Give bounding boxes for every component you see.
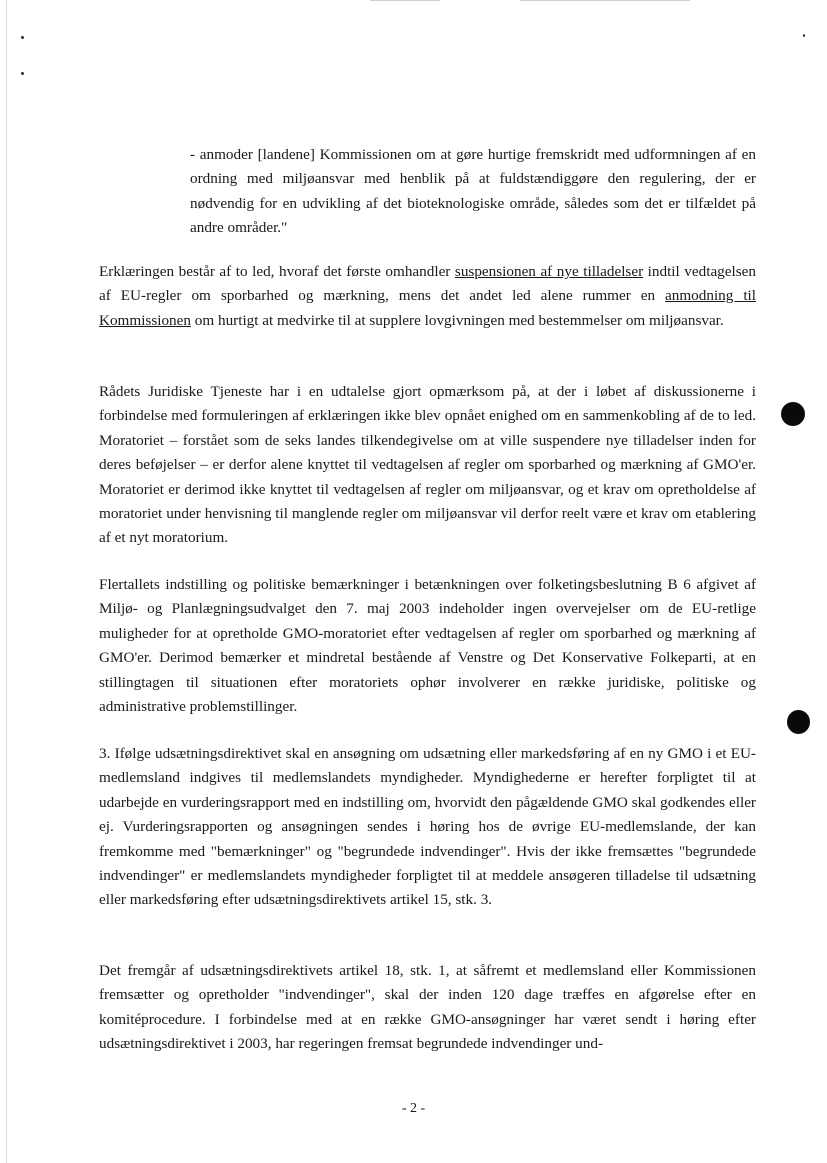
paragraph-flertallets: Flertallets indstilling og politiske bemærkninger i betænkningen over folketingsbeslutning B 6 afgivet af Miljø- og Planlægningsudvalget den 7. maj 2003 indeholder ingen overvejelser om de EU-retlige muligheder for at opretholde GMO-moratoriet efter vedtagelsen af regler om sporbarhed og mærkning af GMO'er. Derimod bemærker et mindretal bestående af Venstre og Det Konservative Folkeparti, at en stillingtagen til situationen efter moratoriets ophør involverer en række juridiske, politiske og administrative problemstillinger.	[99, 576, 756, 716]
punch-hole	[781, 402, 805, 426]
underlined-text: anmodning til Kommissionen	[99, 287, 756, 329]
text-run: Erklæringen består af to led, hvoraf det første omhandler	[99, 263, 455, 280]
paragraph-raadets: Rådets Juridiske Tjeneste har i en udtalelse gjort opmærksom på, at der i løbet af diskussionerne i forbindelse med formuleringen af erklæringen ikke blev opnået enighed om en sammenkobling af de to led. Moratoriet – forstået som de seks landes tilkendegivelse om at ville suspendere nye tilladelser inden for deres beføjelser – er derfor alene knyttet til vedtagelsen af regler om sporbarhed og mærkning af GMO'er. Moratoriet er derimod ikke knyttet til vedtagelsen af regler om miljøansvar, og et krav om opretholdelse af moratoriet under henvisning til manglende regler om miljøansvar vil derfor reelt være et krav om etablering af et nyt moratorium.	[99, 383, 756, 547]
paragraph-det-fremgaar: Det fremgår af udsætningsdirektivets artikel 18, stk. 1, at såfremt et medlemsland eller Kommissionen fremsætter og opretholder "indvendinger", skal der inden 120 dage træffes en afgørelse efter en komitéprocedure. I forbindelse med at en række GMO-ansøgninger har været sendt i høring efter udsætningsdirektivet i 2003, har regeringen fremsat begrundede indvendinger und-	[99, 962, 756, 1053]
scan-edge-line	[6, 0, 7, 1163]
quote-paragraph: - anmoder [landene] Kommissionen om at gøre hurtige fremskridt med udformningen af en ordning med miljøansvar med henblik på at fuldstændiggøre den regulering, der er nødvendig for en udvikling af det bioteknologiske område, således som det er tilfældet på andre områder."	[190, 146, 756, 237]
scan-top-mark	[520, 0, 690, 1]
text-run: om hurtigt at medvirke til at supplere lovgivningen med bestemmelser om miljøansvar.	[190, 311, 724, 329]
paragraph-erklaeringen	[99, 260, 756, 333]
scan-speck	[21, 36, 24, 39]
scan-speck	[803, 34, 805, 37]
paragraph-section-3: 3. Ifølge udsætningsdirektivet skal en ansøgning om udsætning eller markedsføring af en ny GMO i et EU-medlemsland indgives til medlemslandets myndigheder. Myndighederne er herefter forpligtet til at udarbejde en vurderingsrapport med en indstilling om, hvorvidt den pågældende GMO skal godkendes eller ej. Vurderingsrapporten og ansøgningen sendes i høring hos de øvrige EU-medlemslande, der kan fremkomme med "bemærkninger" og "begrundede indvendinger". Hvis der ikke fremsættes "begrundede indvendinger" er medlemslandets myndigheder forpligtet til at meddele ansøgeren tilladelse til udsætning eller markedsføring efter udsætningsdirektivets artikel 15, stk. 3.	[99, 745, 756, 909]
scan-top-mark	[370, 0, 440, 1]
underlined-text: suspensionen af nye tilladelser	[454, 263, 644, 280]
punch-hole	[787, 710, 810, 734]
text-run: indtil vedtagelsen af EU-regler om sporbarhed og mærkning, mens det andet led alene rummer en	[99, 263, 756, 305]
page-number: - 2 -	[401, 1101, 426, 1116]
scan-speck	[21, 72, 24, 75]
